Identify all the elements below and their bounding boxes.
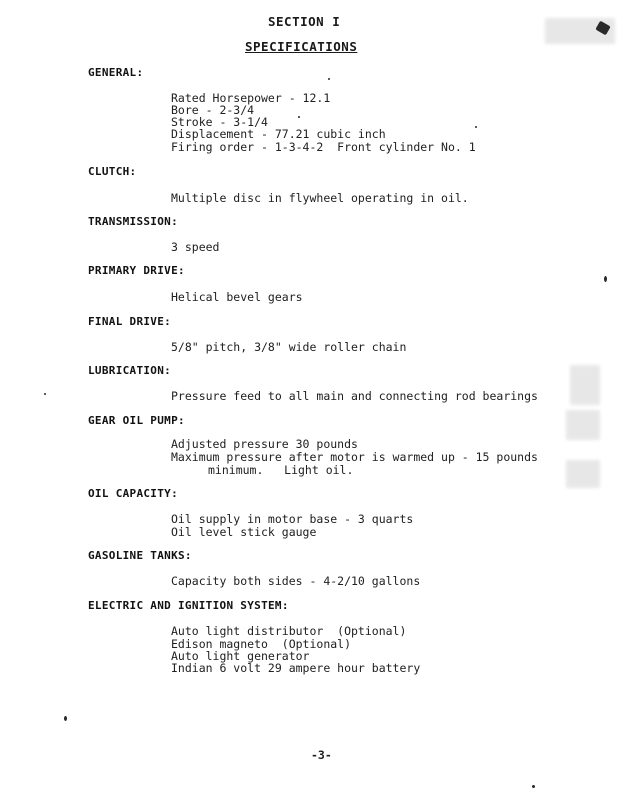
heading-gasoline-tanks: GASOLINE TANKS: bbox=[88, 549, 192, 562]
scan-smudge bbox=[566, 460, 600, 488]
heading-oil-capacity: OIL CAPACITY: bbox=[88, 487, 178, 500]
final-drive-line: 5/8" pitch, 3/8" wide roller chain bbox=[171, 340, 407, 354]
heading-gear-oil-pump: GEAR OIL PUMP: bbox=[88, 414, 185, 427]
electric-line: Edison magneto (Optional) bbox=[171, 637, 352, 651]
gear-oil-pump-line: Adjusted pressure 30 pounds bbox=[171, 437, 358, 451]
general-line: Firing order - 1-3-4-2 Front cylinder No. 1 bbox=[171, 140, 476, 154]
clutch-line: Multiple disc in flywheel operating in oil. bbox=[171, 191, 469, 205]
page-number: -3- bbox=[311, 748, 332, 762]
general-line: Displacement - 77.21 cubic inch bbox=[171, 127, 386, 141]
gasoline-tanks-line: Capacity both sides - 4-2/10 gallons bbox=[171, 574, 421, 588]
transmission-line: 3 speed bbox=[171, 240, 220, 254]
scan-speck bbox=[604, 276, 607, 282]
gear-oil-pump-line: Maximum pressure after motor is warmed up - 15 pounds bbox=[171, 450, 538, 464]
scan-smudge bbox=[570, 365, 600, 405]
scan-speck bbox=[298, 116, 300, 118]
scan-smudge bbox=[566, 410, 600, 440]
oil-capacity-line: Oil level stick gauge bbox=[171, 525, 317, 539]
scan-speck bbox=[532, 785, 535, 788]
gear-oil-pump-line: minimum. Light oil. bbox=[208, 463, 354, 477]
heading-transmission: TRANSMISSION: bbox=[88, 215, 178, 228]
heading-lubrication: LUBRICATION: bbox=[88, 364, 172, 377]
scan-speck bbox=[328, 78, 330, 80]
general-line: Rated Horsepower - 12.1 bbox=[171, 91, 331, 105]
section-number: SECTION I bbox=[268, 14, 341, 29]
primary-drive-line: Helical bevel gears bbox=[171, 290, 303, 304]
electric-line: Indian 6 volt 29 ampere hour battery bbox=[171, 661, 421, 675]
heading-primary-drive: PRIMARY DRIVE: bbox=[88, 264, 185, 277]
scan-speck bbox=[44, 393, 46, 395]
electric-line: Auto light generator bbox=[171, 649, 310, 663]
page-title: SPECIFICATIONS bbox=[245, 39, 358, 54]
heading-clutch: CLUTCH: bbox=[88, 165, 137, 178]
electric-line: Auto light distributor (Optional) bbox=[171, 624, 407, 638]
heading-electric-ignition: ELECTRIC AND IGNITION SYSTEM: bbox=[88, 599, 289, 612]
scan-speck bbox=[475, 126, 477, 128]
lubrication-line: Pressure feed to all main and connecting rod bearings bbox=[171, 389, 538, 403]
oil-capacity-line: Oil supply in motor base - 3 quarts bbox=[171, 512, 414, 526]
general-line: Stroke - 3-1/4 bbox=[171, 115, 268, 129]
heading-final-drive: FINAL DRIVE: bbox=[88, 315, 172, 328]
general-line: Bore - 2-3/4 bbox=[171, 103, 255, 117]
heading-general: GENERAL: bbox=[88, 66, 144, 79]
scan-speck bbox=[64, 716, 67, 721]
